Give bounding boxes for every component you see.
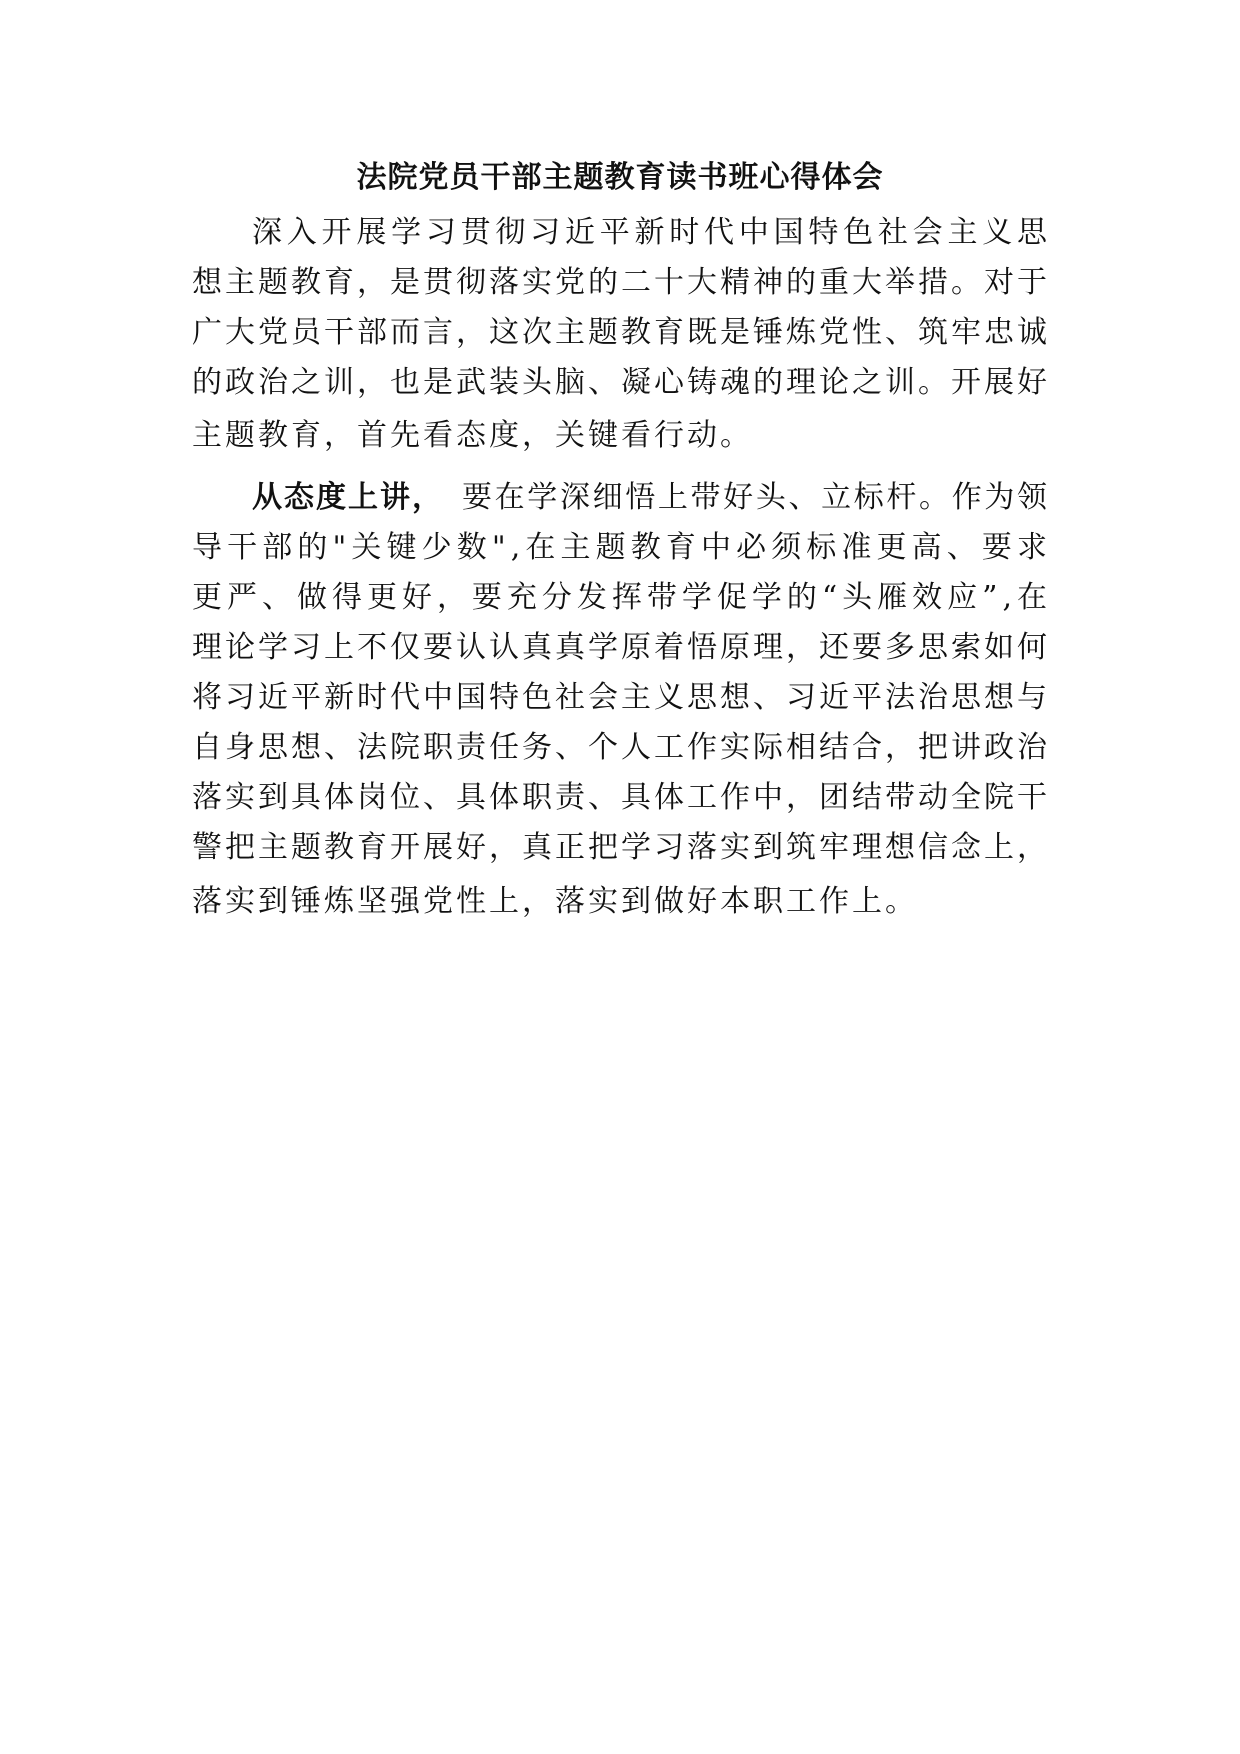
paragraph-line xyxy=(0,416,1240,456)
paragraph-line xyxy=(0,728,1240,768)
paragraph-line xyxy=(0,363,1240,403)
paragraph-text: 更严、做得更好，要充分发挥带学促学的“头雁效应”,在 xyxy=(192,580,1052,615)
paragraph-line xyxy=(0,313,1240,353)
paragraph-text: 导干部的"关键少数",在主题教育中必须标准更高、要求 xyxy=(192,530,1053,565)
paragraph-text: 的政治之训，也是武装头脑、凝心铸魂的理论之训。开展好 xyxy=(192,365,1050,400)
paragraph-line xyxy=(0,628,1240,668)
paragraph-line xyxy=(0,678,1240,718)
paragraph-text: 落实到具体岗位、具体职责、具体工作中，团结带动全院干 xyxy=(192,780,1050,815)
paragraph-line xyxy=(0,528,1240,568)
paragraph-text: 主题教育，首先看态度，关键看行动。 xyxy=(192,418,753,453)
paragraph-line xyxy=(0,213,1240,253)
paragraph-text: 广大党员干部而言，这次主题教育既是锤炼党性、筑牢忠诚 xyxy=(192,315,1050,350)
paragraph-text: 落实到锤炼坚强党性上，落实到做好本职工作上。 xyxy=(192,884,918,919)
paragraph-text: 想主题教育，是贯彻落实党的二十大精神的重大举措。对于 xyxy=(192,265,1050,300)
paragraph-text: 理论学习上不仅要认认真真学原着悟原理，还要多思索如何 xyxy=(192,630,1050,665)
paragraph-line xyxy=(0,478,1240,518)
paragraph-text: 将习近平新时代中国特色社会主义思想、习近平法治思想与 xyxy=(192,680,1050,715)
paragraph-line xyxy=(0,778,1240,818)
paragraph-line xyxy=(0,828,1240,868)
document-title: 法院党员干部主题教育读书班心得体会 xyxy=(356,160,884,195)
paragraph-line xyxy=(0,578,1240,618)
paragraph-lead: 从态度上讲， xyxy=(252,480,444,515)
paragraph-line xyxy=(0,882,1240,922)
paragraph-text: 深入开展学习贯彻习近平新时代中国特色社会主义思 xyxy=(252,215,1052,250)
paragraph-text: 警把主题教育开展好，真正把学习落实到筑牢理想信念上， xyxy=(192,830,1050,865)
paragraph-line xyxy=(0,263,1240,303)
paragraph-text: 自身思想、法院职责任务、个人工作实际相结合，把讲政治 xyxy=(192,730,1050,765)
paragraph-text: 要在学深细悟上带好头、立标杆。作为领 xyxy=(462,480,1050,515)
